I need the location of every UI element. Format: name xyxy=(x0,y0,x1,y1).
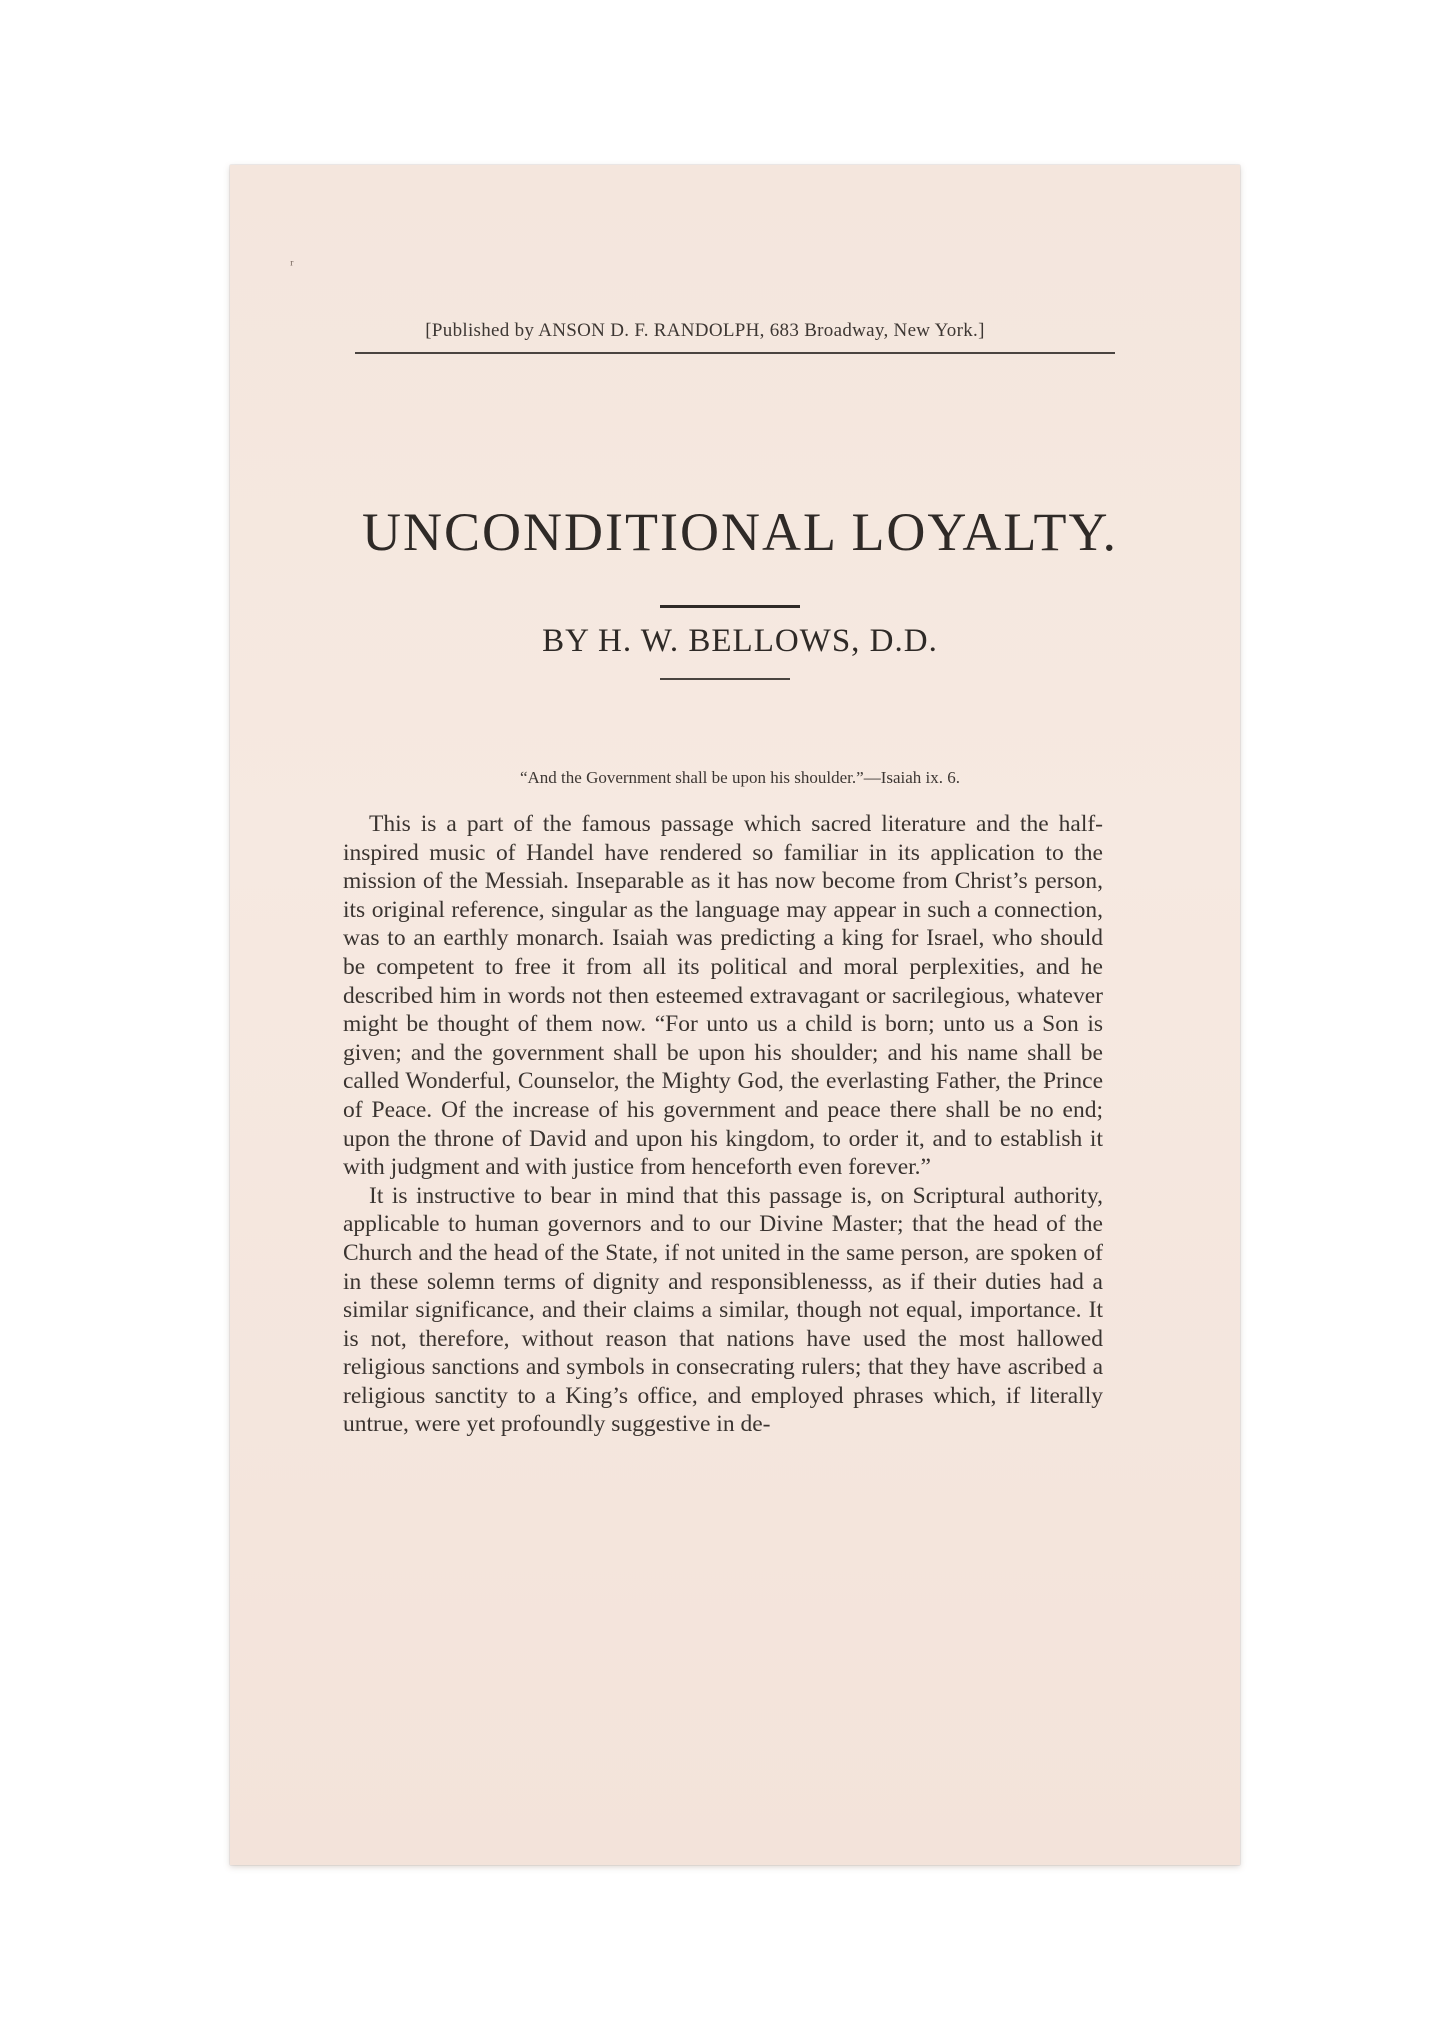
paragraph-1: This is a part of the famous passage which sacred literature and the half-inspired music of Handel have rendered so familiar in its application to the mission of the Messiah. Inseparable as it has now become from Christ’s person, its original reference, singular as the language may appear in such a connection, was to an earthly monarch. Isaiah was predicting a king for Israel, who should be competent to free it from all its political and moral perplexities, and he described him in words not then esteemed extravagant or sacrilegious, whatever might be thought of them now. “For unto us a child is born; unto us a Son is given; and the government shall be upon his shoulder; and his name shall be called Wonderful, Counselor, the Mighty God, the everlasting Father, the Prince of Peace. Of the increase of his government and peace there shall be no end; upon the throne of David and upon his kingdom, to order it, and to establish it with judgment and with justice from henceforth even forever.” xyxy=(343,811,1103,1181)
paragraph-2: It is instructive to bear in mind that this passage is, on Scriptural authority, applicable to human governors and to our Divine Master; that the head of the Church and the head of the State, if not united in the same person, are spoken of in these solemn terms of dignity and responsiblenesss, as if their duties had a similar significance, and their claims a similar, though not equal, importance. It is not, therefore, without reason that nations have used the most hallowed religious sanctions and symbols in consecrating rulers; that they have ascribed a religious sanctity to a King’s office, and employed phrases which, if literally untrue, were yet profoundly suggestive in de- xyxy=(343,1182,1103,1438)
margin-mark: ʳ xyxy=(290,257,294,274)
body-text xyxy=(343,810,1103,1439)
title-rule xyxy=(660,605,800,608)
epigraph: “And the Government shall be upon his shoulder.”—Isaiah ix. 6. xyxy=(519,768,961,787)
pamphlet-page xyxy=(230,165,1240,1865)
byline-rule xyxy=(660,678,790,680)
author-byline: BY H. W. BELLOWS, D.D. xyxy=(542,623,938,659)
document-title: UNCONDITIONAL LOYALTY. xyxy=(362,502,1118,563)
publisher-line: [Published by ANSON D. F. RANDOLPH, 683 Broadway, New York.] xyxy=(425,320,985,341)
header-rule xyxy=(355,352,1115,354)
